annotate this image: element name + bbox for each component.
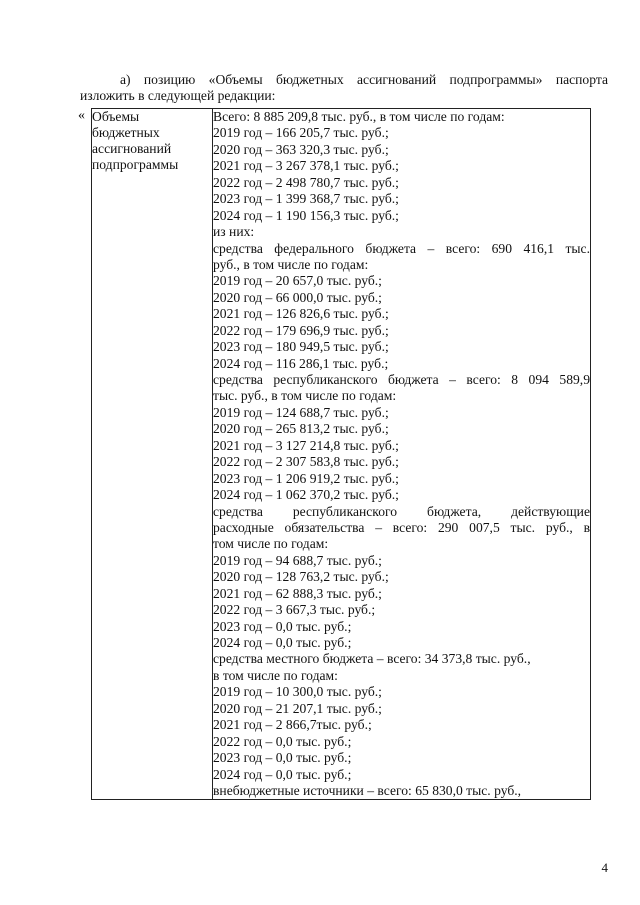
content-cell [213, 109, 591, 800]
content-line: расходные обязательства – всего: 290 007,5 тыс. руб., в [213, 519, 590, 535]
label-line: подпрограммы [92, 157, 179, 172]
content-line: 2022 год – 2 498 780,7 тыс. руб.; [213, 174, 399, 190]
content-line: 2023 год – 0,0 тыс. руб.; [213, 750, 352, 766]
page-number: 4 [601, 860, 608, 875]
content-line: том числе по годам: [213, 536, 329, 552]
content-line: средства местного бюджета – всего: 34 373,8 тыс. руб., [213, 651, 531, 667]
content-line: 2019 год – 10 300,0 тыс. руб.; [213, 684, 382, 700]
content-line: 2023 год – 1 206 919,2 тыс. руб.; [213, 470, 399, 486]
content-line: 2023 год – 1 399 368,7 тыс. руб.; [213, 191, 399, 207]
content-line: 2019 год – 94 688,7 тыс. руб.; [213, 552, 382, 568]
content-line: 2024 год – 1 062 370,2 тыс. руб.; [213, 487, 399, 503]
content-line: 2021 год – 3 127 214,8 тыс. руб.; [213, 437, 399, 453]
content-line: 2022 год – 2 307 583,8 тыс. руб.; [213, 454, 399, 470]
intro-line-1: а) позицию «Объемы бюджетных ассигнований подпрограммы» паспорта [120, 72, 608, 87]
table-row [92, 109, 591, 800]
content-line: 2021 год – 2 866,7тыс. руб.; [213, 717, 372, 733]
label-cell [92, 109, 213, 800]
opening-quote-mark: « [78, 108, 85, 123]
content-line: 2019 год – 166 205,7 тыс. руб.; [213, 125, 389, 141]
content-line: 2020 год – 21 207,1 тыс. руб.; [213, 700, 382, 716]
content-line: внебюджетные источники – всего: 65 830,0 тыс. руб., [213, 782, 522, 798]
content-line: 2024 год – 0,0 тыс. руб.; [213, 766, 352, 782]
content-line: тыс. руб., в том числе по годам: [213, 388, 397, 404]
content-line: 2022 год – 3 667,3 тыс. руб.; [213, 602, 376, 618]
content-line: 2023 год – 0,0 тыс. руб.; [213, 618, 352, 634]
content-line: руб., в том числе по годам: [213, 256, 369, 272]
content-line: средства федерального бюджета – всего: 690 416,1 тыс. [213, 240, 590, 256]
content-line: 2024 год – 116 286,1 тыс. руб.; [213, 355, 389, 371]
content-line: 2020 год – 363 320,3 тыс. руб.; [213, 141, 389, 157]
content-line: 2020 год – 128 763,2 тыс. руб.; [213, 569, 389, 585]
label-line: бюджетных [92, 125, 160, 140]
content-line: 2019 год – 20 657,0 тыс. руб.; [213, 273, 382, 289]
label-line: ассигнований [92, 141, 172, 156]
label-line: Объемы [92, 109, 140, 124]
content-line: 2023 год – 180 949,5 тыс. руб.; [213, 339, 389, 355]
content-line: 2021 год – 62 888,3 тыс. руб.; [213, 585, 382, 601]
content-line: из них: [213, 224, 255, 240]
budget-table [91, 108, 591, 800]
content-line: 2021 год – 3 267 378,1 тыс. руб.; [213, 158, 399, 174]
content-line: 2022 год – 179 696,9 тыс. руб.; [213, 322, 389, 338]
content-line: в том числе по годам: [213, 667, 338, 683]
content-line: 2019 год – 124 688,7 тыс. руб.; [213, 404, 389, 420]
intro-line-2: изложить в следующей редакции: [80, 88, 276, 103]
content-line: Всего: 8 885 209,8 тыс. руб., в том числе по годам: [213, 109, 505, 124]
content-line: 2024 год – 0,0 тыс. руб.; [213, 635, 352, 650]
intro-paragraph [80, 72, 608, 104]
content-line: средства республиканского бюджета, действующие [213, 503, 590, 519]
content-line: 2020 год – 265 813,2 тыс. руб.; [213, 421, 389, 437]
content-line: средства республиканского бюджета – всего: 8 094 589,9 [213, 372, 590, 387]
content-line: 2021 год – 126 826,6 тыс. руб.; [213, 306, 389, 322]
content-line: 2022 год – 0,0 тыс. руб.; [213, 733, 352, 749]
content-line: 2020 год – 66 000,0 тыс. руб.; [213, 289, 382, 305]
content-line: 2024 год – 1 190 156,3 тыс. руб.; [213, 207, 399, 223]
